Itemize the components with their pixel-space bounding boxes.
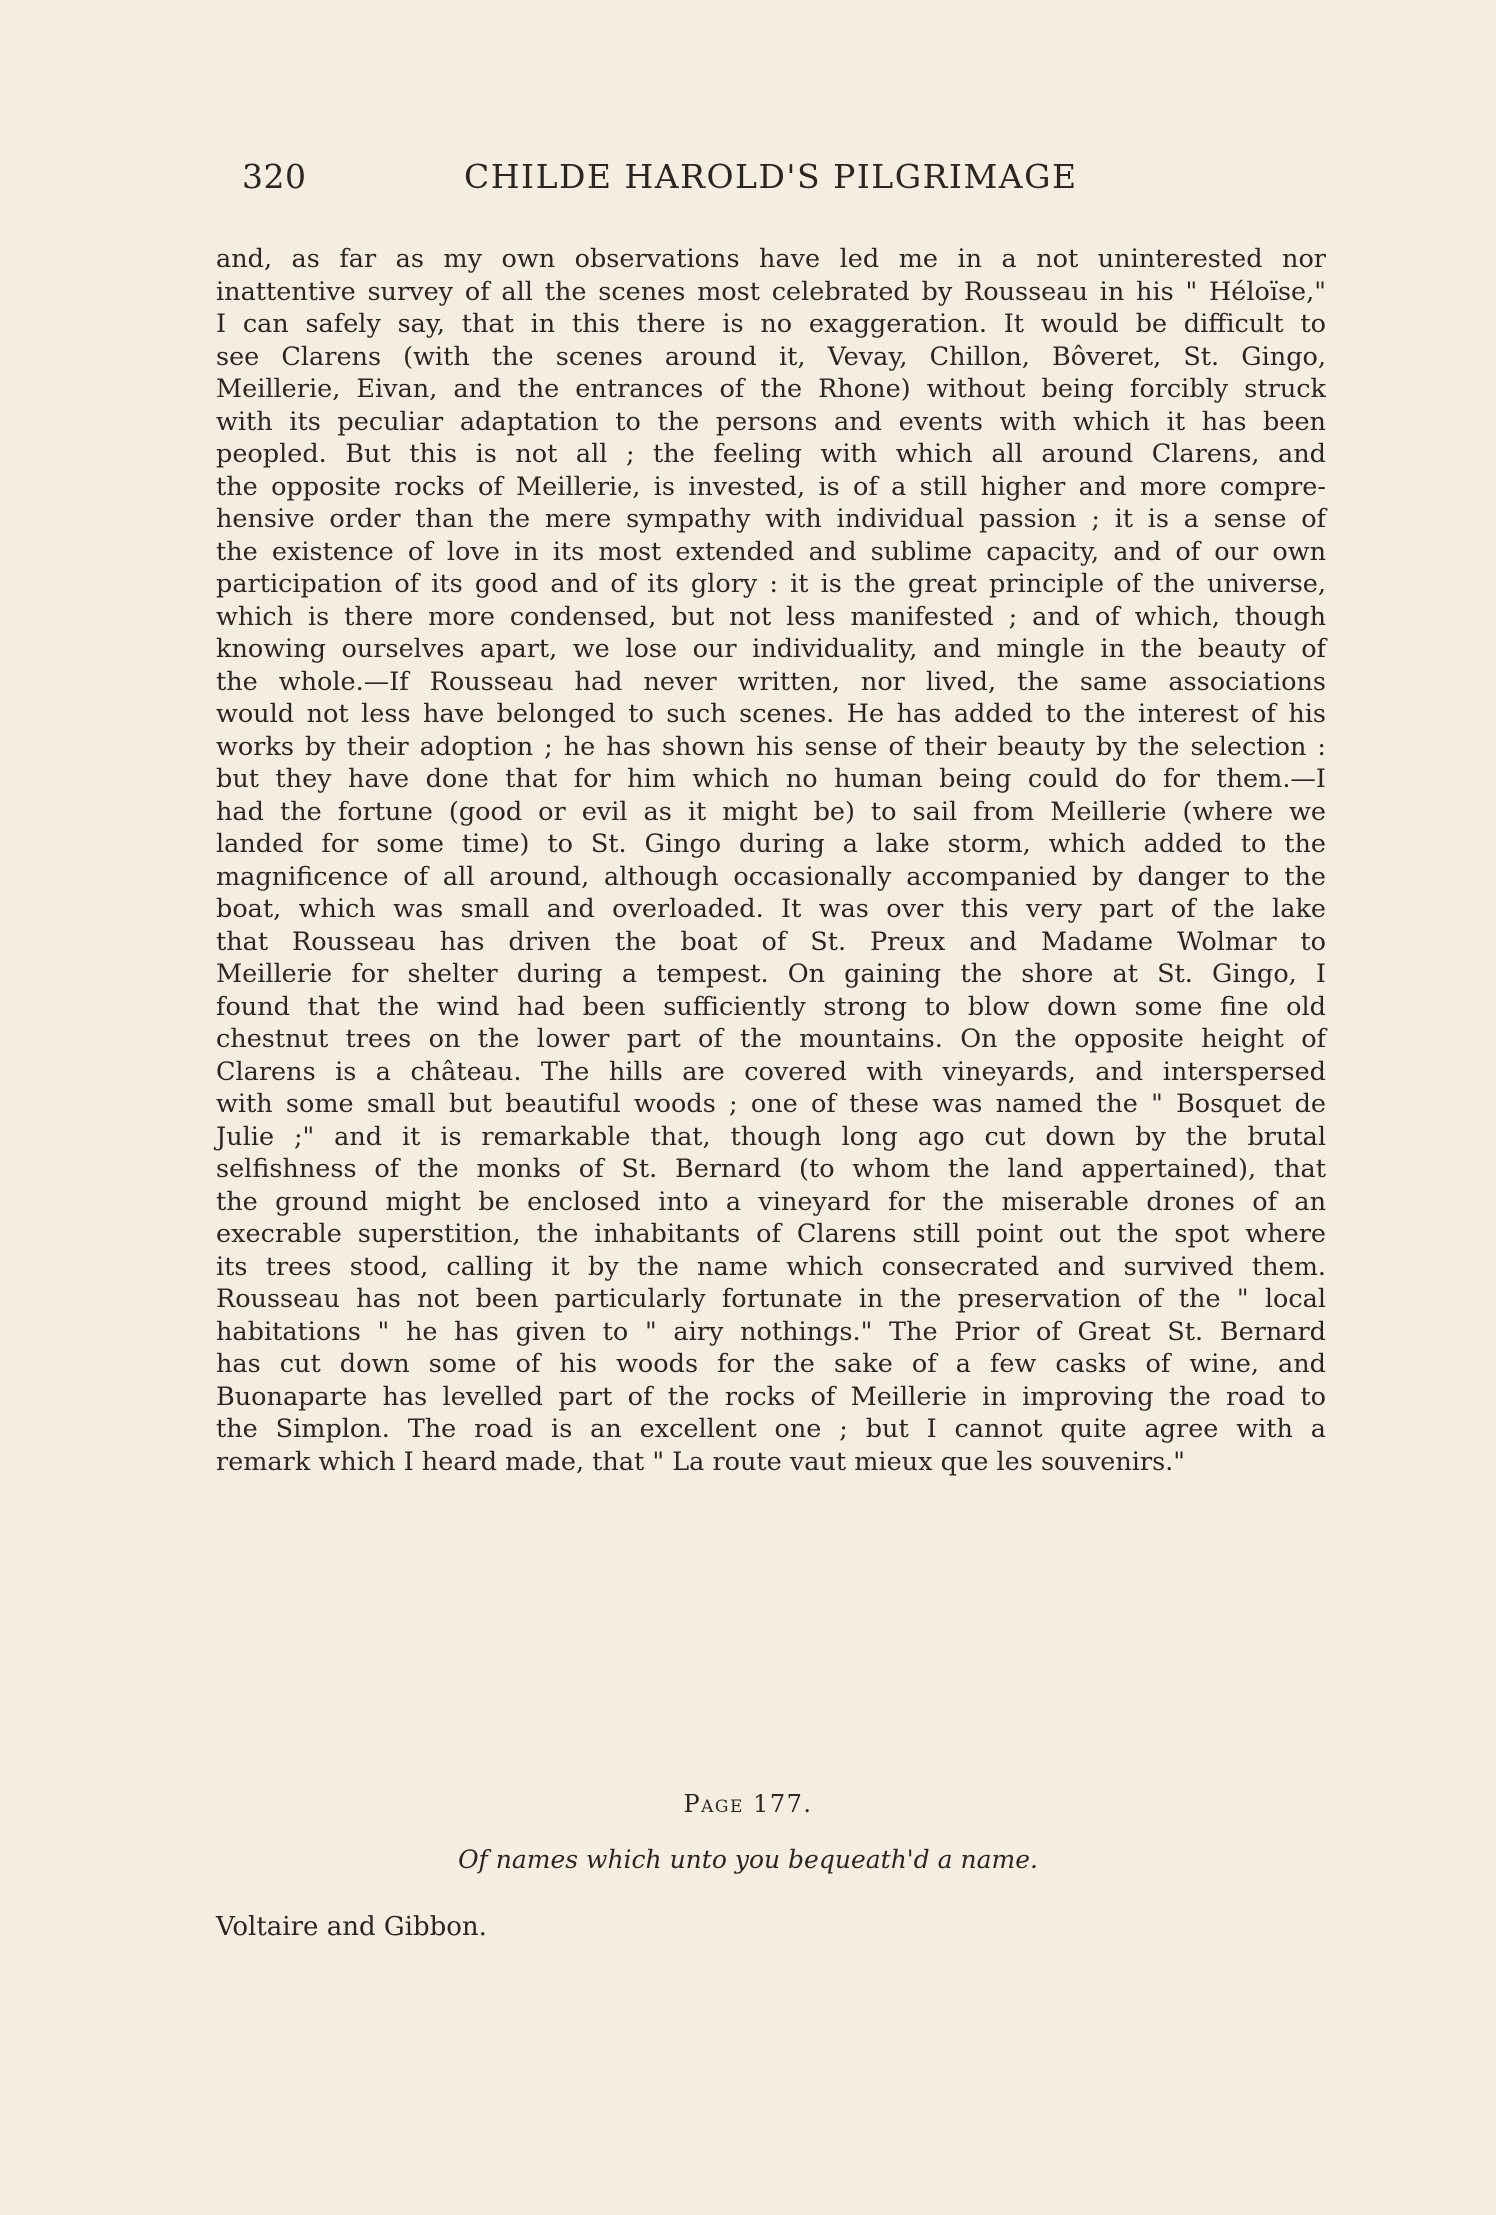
text-line: which is there more condensed, but not less manifested ; and of which, though bbox=[216, 601, 1326, 632]
running-title: CHILDE HAROLD'S PILGRIMAGE bbox=[464, 157, 1078, 196]
text-line: the existence of love in its most extended and sublime capacity, and of our own bbox=[216, 536, 1326, 567]
note-text: Voltaire and Gibbon. bbox=[216, 1912, 487, 1942]
text-line: hensive order than the mere sympathy with individual passion ; it is a sense of bbox=[216, 504, 1326, 534]
text-line: I can safely say, that in this there is no exaggeration. It would be difficult to bbox=[216, 309, 1326, 339]
text-line: inattentive survey of all the scenes most celebrated by Rousseau in his " Héloïse," bbox=[216, 276, 1326, 307]
running-head bbox=[0, 152, 1496, 202]
text-line: execrable superstition, the inhabitants of Clarens still point out the spot where bbox=[216, 1219, 1326, 1249]
text-line: has cut down some of his woods for the sake of a few casks of wine, and bbox=[216, 1349, 1326, 1379]
text-line: remark which I heard made, that " La route vaut mieux que les souvenirs." bbox=[216, 1446, 1186, 1477]
text-line: Buonaparte has levelled part of the rocks of Meillerie in improving the road to bbox=[216, 1381, 1326, 1412]
text-line: peopled. But this is not all ; the feeling with which all around Clarens, and bbox=[216, 439, 1326, 469]
text-line: the opposite rocks of Meillerie, is invested, is of a still higher and more compre- bbox=[216, 471, 1326, 502]
text-line: Julie ;" and it is remarkable that, though long ago cut down by the brutal bbox=[216, 1121, 1326, 1152]
text-line: had the fortune (good or evil as it might be) to sail from Meillerie (where we bbox=[216, 796, 1326, 827]
text-line: chestnut trees on the lower part of the mountains. On the opposite height of bbox=[216, 1024, 1326, 1054]
text-line: Clarens is a château. The hills are covered with vineyards, and interspersed bbox=[216, 1056, 1326, 1087]
text-line: with its peculiar adaptation to the persons and events with which it has been bbox=[216, 406, 1326, 437]
text-line: participation of its good and of its glory : it is the great principle of the universe, bbox=[216, 569, 1326, 599]
text-line: the ground might be enclosed into a vineyard for the miserable drones of an bbox=[216, 1186, 1326, 1217]
text-line: works by their adoption ; he has shown his sense of their beauty by the selection : bbox=[216, 731, 1326, 762]
text-line: its trees stood, calling it by the name which consecrated and survived them. bbox=[216, 1251, 1326, 1282]
text-line: see Clarens (with the scenes around it, Vevay, Chillon, Bôveret, St. Gingo, bbox=[216, 341, 1326, 372]
page-number: 320 bbox=[242, 157, 307, 196]
text-line: but they have done that for him which no human being could do for them.—I bbox=[216, 764, 1326, 794]
text-line: would not less have belonged to such scenes. He has added to the interest of his bbox=[216, 699, 1326, 729]
text-line: landed for some time) to St. Gingo during a lake storm, which added to the bbox=[216, 829, 1326, 859]
text-line: the whole.—If Rousseau had never written, nor lived, the same associations bbox=[216, 666, 1326, 697]
text-line: boat, which was small and overloaded. It was over this very part of the lake bbox=[216, 894, 1326, 924]
text-line: found that the wind had been sufficiently strong to blow down some fine old bbox=[216, 991, 1326, 1022]
body-paragraph bbox=[216, 243, 1326, 1478]
text-line: Meillerie, Eivan, and the entrances of the Rhone) without being forcibly struck bbox=[216, 374, 1326, 404]
text-line: Meillerie for shelter during a tempest. On gaining the shore at St. Gingo, I bbox=[216, 959, 1326, 989]
text-line: magnificence of all around, although occasionally accompanied by danger to the bbox=[216, 861, 1326, 892]
text-line: with some small but beautiful woods ; one of these was named the " Bosquet de bbox=[216, 1089, 1326, 1119]
text-line: Rousseau has not been particularly fortunate in the preservation of the " local bbox=[216, 1284, 1326, 1314]
text-line: the Simplon. The road is an excellent one ; but I cannot quite agree with a bbox=[216, 1414, 1326, 1444]
text-line: knowing ourselves apart, we lose our individuality, and mingle in the beauty of bbox=[216, 634, 1326, 664]
text-line: that Rousseau has driven the boat of St. Preux and Madame Wolmar to bbox=[216, 926, 1326, 957]
note-heading: Page 177. bbox=[683, 1790, 813, 1818]
text-line: and, as far as my own observations have led me in a not uninterested nor bbox=[216, 244, 1326, 274]
note-quotation: Of names which unto you bequeath'd a name. bbox=[458, 1845, 1038, 1874]
text-line: selfishness of the monks of St. Bernard (to whom the land appertained), that bbox=[216, 1154, 1326, 1184]
text-line: habitations " he has given to " airy nothings." The Prior of Great St. Bernard bbox=[216, 1316, 1326, 1347]
